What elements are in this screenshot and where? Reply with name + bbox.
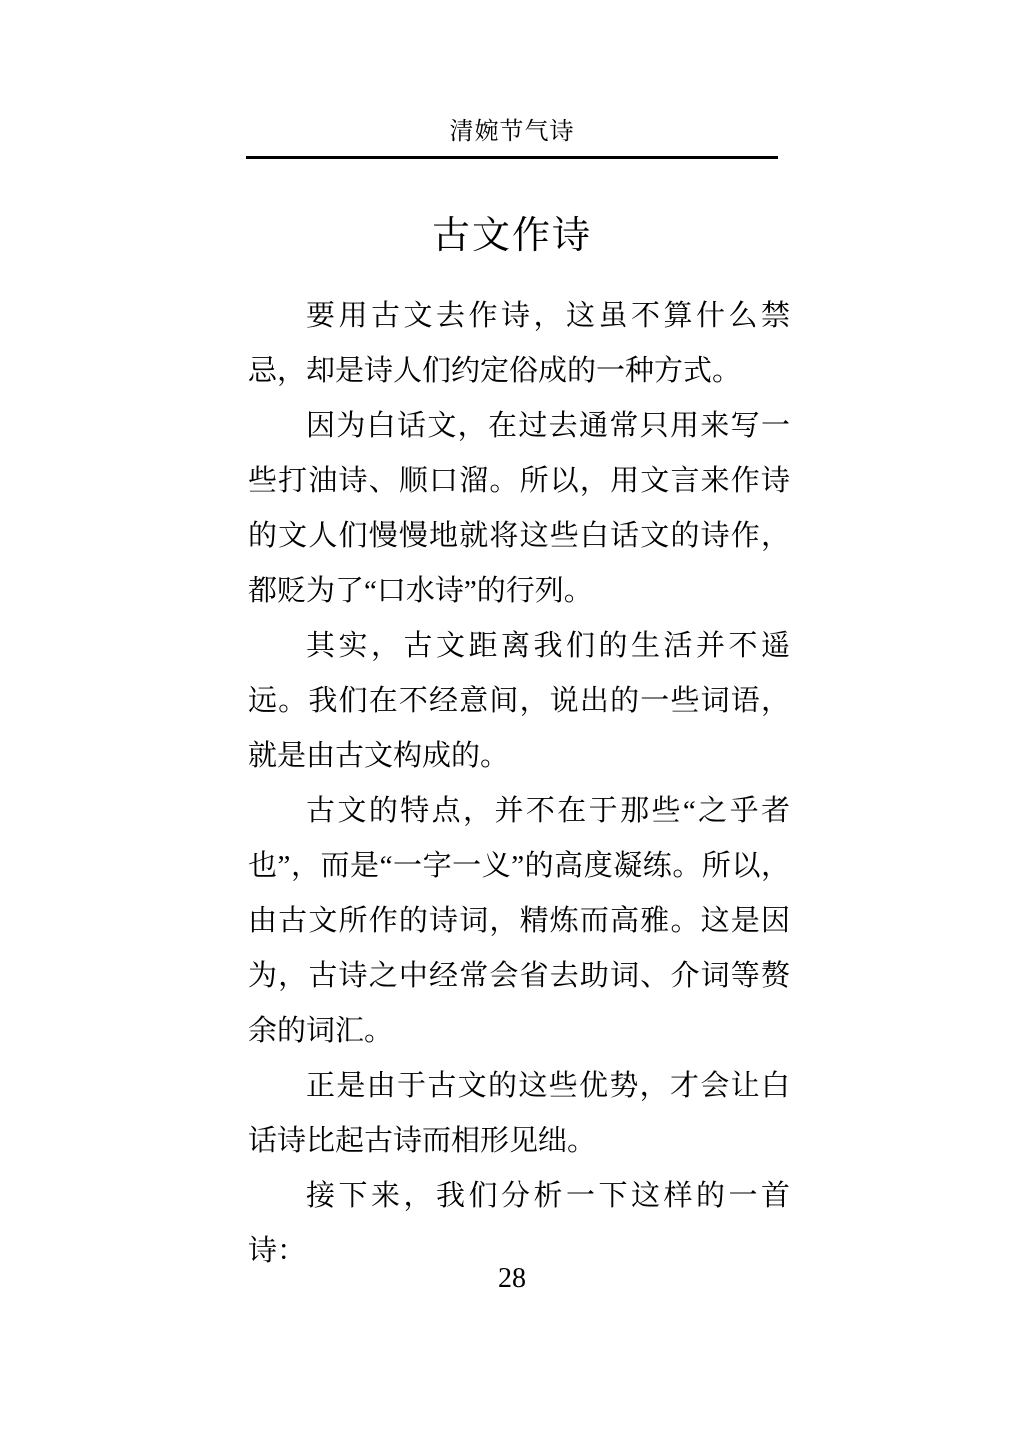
body-text bbox=[248, 289, 790, 1279]
paragraph-4: 古文的特点，并不在于那些“之乎者也”，而是“一字一义”的高度凝练。所以，由古文所作的诗词，精炼而高雅。这是因为，古诗之中经常会省去助词、介词等赘余的词汇。 bbox=[248, 795, 790, 1047]
paragraph-1: 要用古文去作诗，这虽不算什么禁忌，却是诗人们约定俗成的一种方式。 bbox=[248, 300, 790, 387]
paragraph-3: 其实，古文距离我们的生活并不遥远。我们在不经意间，说出的一些词语，就是由古文构成的。 bbox=[248, 630, 790, 772]
page-number: 28 bbox=[498, 1263, 526, 1294]
paragraph-6: 接下来，我们分析一下这样的一首诗： bbox=[248, 1180, 790, 1267]
paragraph-2: 因为白话文，在过去通常只用来写一些打油诗、顺口溜。所以，用文言来作诗的文人们慢慢地就将这些白话文的诗作，都贬为了“口水诗”的行列。 bbox=[248, 410, 790, 607]
running-header: 清婉节气诗 bbox=[449, 119, 575, 145]
chapter-title: 古文作诗 bbox=[431, 215, 592, 257]
header-rule-divider bbox=[246, 156, 778, 159]
paragraph-5: 正是由于古文的这些优势，才会让白话诗比起古诗而相形见绌。 bbox=[248, 1070, 790, 1157]
